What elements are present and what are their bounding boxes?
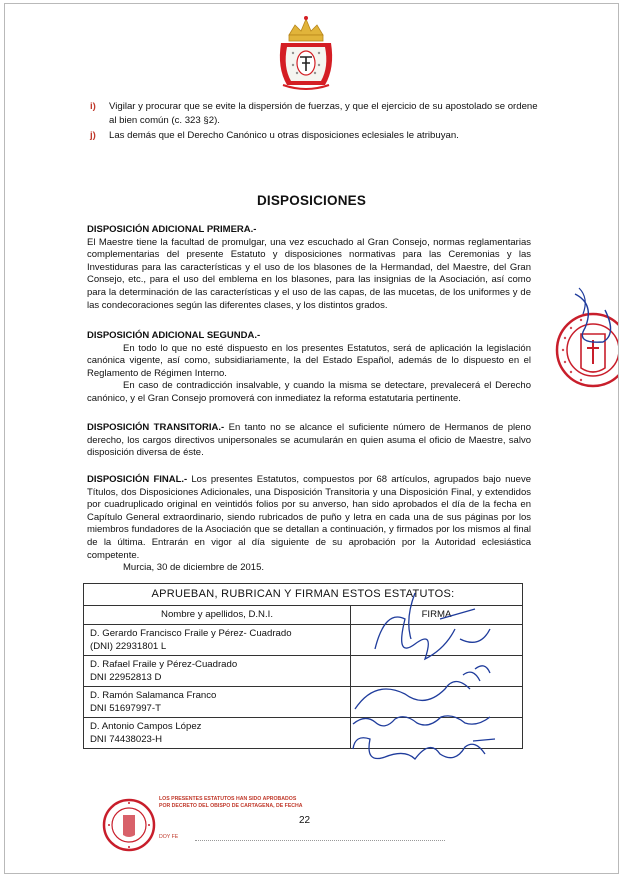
item-marker: i) bbox=[90, 101, 96, 112]
stamp-line-2: POR DECRETO DEL OBISPO DE CARTAGENA, DE FECHA bbox=[159, 803, 303, 809]
table-row bbox=[84, 625, 523, 656]
document-page bbox=[4, 3, 619, 874]
item-text: Las demás que el Derecho Canónico u otras disposiciones eclesiales le atribuyan. bbox=[109, 130, 459, 141]
provision-additional-second bbox=[87, 330, 531, 406]
signature-cell bbox=[351, 625, 523, 656]
list-item-i bbox=[90, 100, 539, 127]
table-row bbox=[84, 718, 523, 749]
signer-name: D. Ramón Salamanca Franco bbox=[90, 690, 217, 701]
provision-title: DISPOSICIÓN ADICIONAL PRIMERA.- bbox=[87, 224, 257, 235]
column-header-signature: FIRMA bbox=[351, 606, 523, 625]
signature-dotted-line bbox=[195, 840, 445, 841]
provision-paragraph-1: En todo lo que no esté dispuesto en los presentes Estatutos, será de aplicación la legislación canónica vigente, así como, subsidiariamente, la del Estado Español, además de lo dispuesto en el Reglamento de Régimen Interno. bbox=[87, 342, 531, 379]
signature-cell bbox=[351, 718, 523, 749]
provision-transitional bbox=[87, 422, 531, 460]
provision-body: El Maestre tiene la facultad de promulgar, una vez escuchado al Gran Consejo, normas reglamentarias complementarias del presente Estatuto y disposiciones normativas para las Ceremonias y las Investiduras para las características y el uso de los blasones de la Hermandad, del Maestre, del Gran Consejo, etc., para el uso del emblema en los blasones, para las insignias de la Asociación, así como para la determinación de las características y el uso de las capas, de las mucetas, de los uniformes y de las condecoraciones según las diferentes clases, y los distintos grados. bbox=[87, 236, 531, 311]
provision-title: DISPOSICIÓN ADICIONAL SEGUNDA.- bbox=[87, 330, 261, 341]
signature-cell bbox=[351, 687, 523, 718]
provision-title: DISPOSICIÓN TRANSITORIA.- bbox=[87, 422, 225, 433]
signature-cell bbox=[351, 656, 523, 687]
signatures-table bbox=[83, 583, 523, 749]
official-seal-bottom bbox=[101, 797, 157, 853]
table-title: APRUEBAN, RUBRICAN Y FIRMAN ESTOS ESTATUTOS: bbox=[84, 584, 523, 606]
provision-title: DISPOSICIÓN FINAL.- bbox=[87, 474, 188, 485]
place-date: Murcia, 30 de diciembre de 2015. bbox=[123, 562, 264, 574]
list-item-j bbox=[90, 129, 539, 143]
stamp-line-1: LOS PRESENTES ESTATUTOS HAN SIDO APROBADOS bbox=[159, 796, 297, 802]
signer-dni: DNI 22952813 D bbox=[90, 672, 162, 683]
signer-dni: DNI 74438023-H bbox=[90, 734, 162, 745]
table-row bbox=[84, 656, 523, 687]
provision-body: En tanto no se alcance el suficiente número de Hermanos de pleno derecho, los cargos directivos unipersonales se acumularán en quien asuma el oficio de Maestre, salvo disposición diversa de éste. bbox=[87, 422, 531, 459]
provision-body: Los presentes Estatutos, compuestos por 68 artículos, agrupados bajo nueve Títulos, dos Disposiciones Adicionales, una Disposición Transitoria y una Disposición Final, y extendidos por cuadruplicado original en veintidós folios por su anverso, han sido aprobados el día de la fecha en Capítulo General extraordinario, siendo rubricados de puño y letra en cada una de sus páginas por los miembros fundadores de la Asociación que se detallan a continuación, y firmados por los mismos al final de la última. Entrarán en vigor al día siguiente de su aprobación por la Autoridad eclesiástica competente. bbox=[87, 474, 531, 561]
signer-dni: (DNI) 22931801 L bbox=[90, 641, 167, 652]
stamp-line-3: DOY FE bbox=[159, 834, 179, 840]
section-heading: DISPOSICIONES bbox=[256, 193, 367, 208]
signer-name: D. Rafael Fraile y Pérez-Cuadrado bbox=[90, 659, 238, 670]
table-row bbox=[84, 687, 523, 718]
provision-final bbox=[87, 474, 531, 575]
column-header-name: Nombre y apellidos, D.N.I. bbox=[84, 606, 351, 625]
provision-paragraph-2: En caso de contradicción insalvable, y cuando la misma se detectare, prevalecerá el Derecho canónico, y el Gran Consejo promoverá con inmediatez la reforma estatutaria pertinente. bbox=[87, 380, 531, 404]
item-text: Vigilar y procurar que se evite la dispersión de fuerzas, y que el ejercicio de su apostolado se ordene al bien común (c. 323 §2). bbox=[109, 101, 538, 126]
item-marker: j) bbox=[90, 130, 96, 141]
provision-additional-first bbox=[87, 224, 531, 312]
signer-name: D. Antonio Campos López bbox=[90, 721, 202, 732]
crest-emblem bbox=[273, 13, 339, 93]
official-seal-right bbox=[545, 284, 619, 394]
signer-name: D. Gerardo Francisco Fraile y Pérez- Cuadrado bbox=[90, 628, 292, 639]
page-number: 22 bbox=[299, 815, 311, 826]
signer-dni: DNI 51697997-T bbox=[90, 703, 161, 714]
